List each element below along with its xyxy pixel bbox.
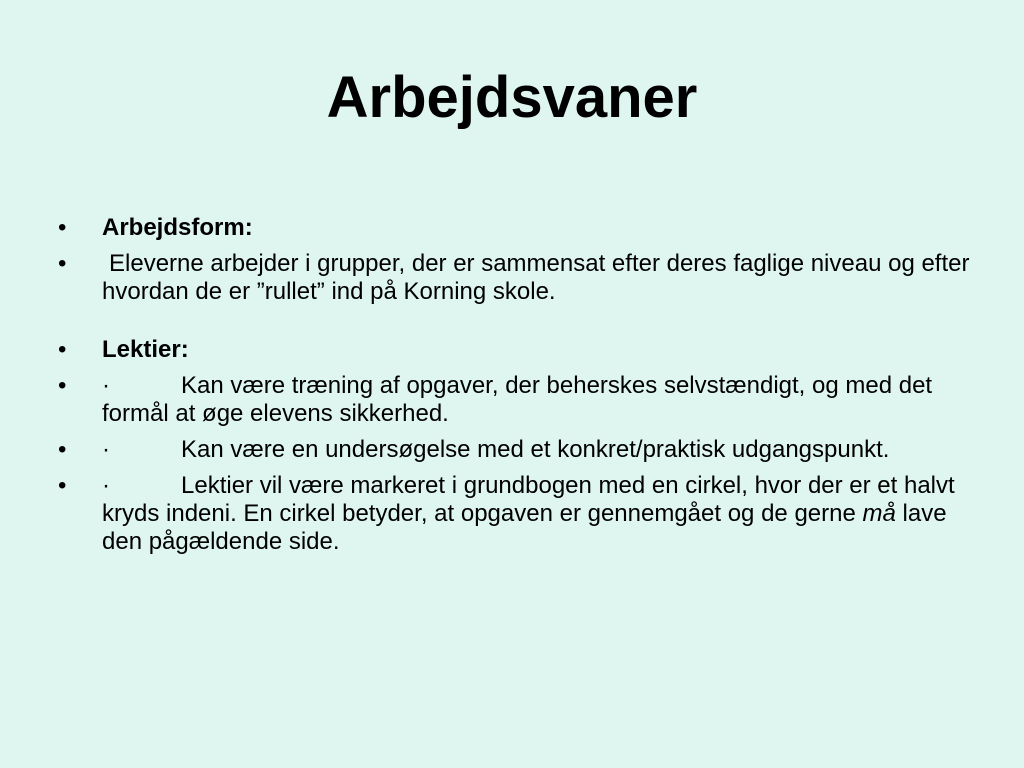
sub-bullet-mark: · [102, 372, 110, 399]
emphasis-ma: må [862, 500, 896, 527]
sub-bullet-mark: · [102, 436, 110, 463]
bullet-icon: • [58, 372, 67, 399]
section-heading-arbejdsform: Arbejdsform: [102, 214, 253, 241]
bullet-icon: • [58, 250, 67, 277]
slide-title: Arbejdsvaner [326, 65, 698, 130]
list-item-text [102, 250, 976, 306]
lektier-item-3-start: Lektier vil være markeret i grundbogen med en cirkel, hvor der er et halvt kryds indeni. En cirkel betyder, at opgaven er gennemgået og de gerne [102, 472, 955, 527]
list-item-text [102, 472, 976, 556]
lektier-item-1: Kan være træning af opgaver, der beherskes selvstændigt, og med det formål at øge elevens sikkerhed. [102, 372, 933, 427]
list-item [56, 336, 976, 364]
list-item [56, 372, 976, 428]
bullet-icon: • [58, 472, 67, 499]
list-item-text [102, 372, 976, 428]
bullet-list [56, 214, 976, 564]
bullet-icon: • [58, 436, 67, 463]
list-item [56, 472, 976, 556]
lektier-item-2: Kan være en undersøgelse med et konkret/praktisk udgangspunkt. [181, 436, 890, 463]
bullet-icon: • [58, 336, 67, 363]
list-item [56, 436, 976, 464]
sub-bullet-mark: · [102, 472, 110, 499]
list-item [56, 214, 976, 242]
section-heading-lektier: Lektier: [102, 336, 189, 363]
list-item [56, 250, 976, 306]
list-item-text [102, 436, 976, 464]
arbejdsform-description: Eleverne arbejder i grupper, der er sammensat efter deres faglige niveau og efter hvordan de er ”rullet” ind på Korning skole. [102, 250, 970, 305]
lektier-item-3-end: lave den pågældende side. [102, 500, 947, 555]
bullet-icon: • [58, 214, 67, 241]
